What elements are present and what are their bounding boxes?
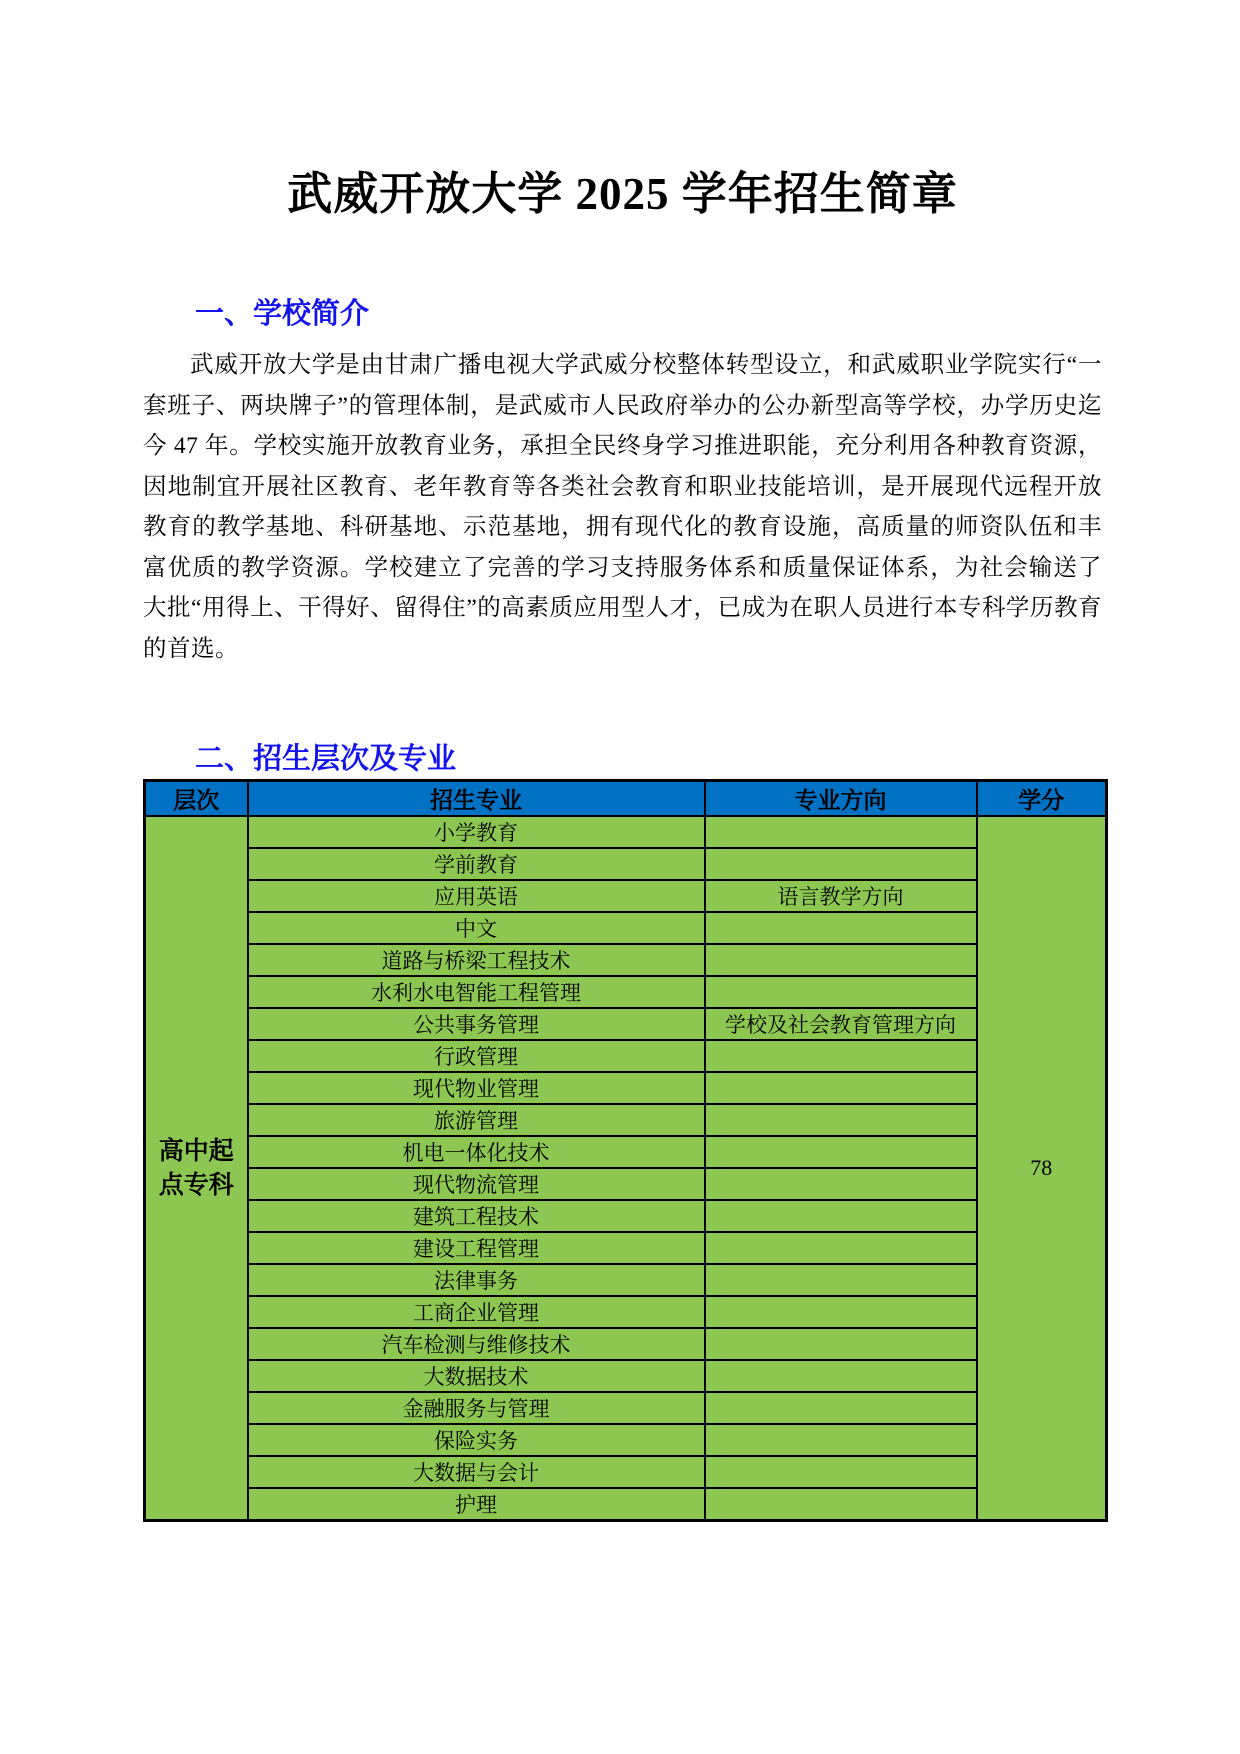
table-row [145, 1200, 1107, 1232]
direction-cell [705, 1200, 977, 1232]
major-cell: 机电一体化技术 [248, 1136, 705, 1168]
intro-paragraph: 武威开放大学是由甘肃广播电视大学武威分校整体转型设立，和武威职业学院实行“一套班子、两块牌子”的管理体制，是武威市人民政府举办的公办新型高等学校，办学历史迄今 47 年。学校实施开放教育业务，承担全民终身学习推进职能，充分利用各种教育资源，因地制宜开展社区教育、老年教育等各类社会教育和职业技能培训，是开展现代远程开放教育的教学基地、科研基地、示范基地，拥有现代化的教育设施，高质量的师资队伍和丰富优质的教学资源。学校建立了完善的学习支持服务体系和质量保证体系，为社会输送了大批“用得上、干得好、留得住”的高素质应用型人才，已成为在职人员进行本专科学历教育的首选。 [143, 352, 1102, 662]
direction-cell: 语言教学方向 [705, 880, 977, 912]
table-row [145, 944, 1107, 976]
major-cell: 小学教育 [248, 816, 705, 848]
table-row [145, 912, 1107, 944]
level-cell: 高中起点专科 [145, 816, 248, 1521]
major-cell: 大数据与会计 [248, 1456, 705, 1488]
majors-table [143, 779, 1108, 1522]
direction-cell [705, 1360, 977, 1392]
direction-cell [705, 912, 977, 944]
table-row [145, 848, 1107, 880]
table-row [145, 816, 1107, 848]
table-row [145, 1008, 1107, 1040]
major-cell: 旅游管理 [248, 1104, 705, 1136]
header-major: 招生专业 [248, 781, 705, 817]
section2-heading: 二、招生层次及专业 [195, 743, 457, 775]
major-cell: 金融服务与管理 [248, 1392, 705, 1424]
major-cell: 建筑工程技术 [248, 1200, 705, 1232]
major-cell: 汽车检测与维修技术 [248, 1328, 705, 1360]
major-cell: 中文 [248, 912, 705, 944]
section1-heading: 一、学校简介 [195, 298, 370, 330]
major-cell: 护理 [248, 1488, 705, 1521]
table-row [145, 1136, 1107, 1168]
major-cell: 保险实务 [248, 1424, 705, 1456]
table-row [145, 1488, 1107, 1521]
direction-cell [705, 1392, 977, 1424]
table-row [145, 1072, 1107, 1104]
direction-cell: 学校及社会教育管理方向 [705, 1008, 977, 1040]
direction-cell [705, 1456, 977, 1488]
direction-cell [705, 944, 977, 976]
table-row [145, 1296, 1107, 1328]
direction-cell [705, 1232, 977, 1264]
direction-cell [705, 816, 977, 848]
direction-cell [705, 1040, 977, 1072]
direction-cell [705, 1488, 977, 1521]
major-cell: 水利水电智能工程管理 [248, 976, 705, 1008]
direction-cell [705, 1296, 977, 1328]
direction-cell [705, 1136, 977, 1168]
header-level: 层次 [145, 781, 248, 817]
table-row [145, 1328, 1107, 1360]
credits-cell: 78 [977, 816, 1107, 1521]
document-title: 武威开放大学 2025 学年招生简章 [287, 169, 958, 219]
direction-cell [705, 1424, 977, 1456]
table-row [145, 1360, 1107, 1392]
table-row [145, 1104, 1107, 1136]
table-row [145, 1392, 1107, 1424]
table-header-row [145, 781, 1107, 817]
header-direction: 专业方向 [705, 781, 977, 817]
table-row [145, 1456, 1107, 1488]
major-cell: 道路与桥梁工程技术 [248, 944, 705, 976]
major-cell: 行政管理 [248, 1040, 705, 1072]
major-cell: 工商企业管理 [248, 1296, 705, 1328]
major-cell: 现代物流管理 [248, 1168, 705, 1200]
direction-cell [705, 1168, 977, 1200]
table-row [145, 1168, 1107, 1200]
direction-cell [705, 976, 977, 1008]
major-cell: 法律事务 [248, 1264, 705, 1296]
direction-cell [705, 1104, 977, 1136]
table-row [145, 976, 1107, 1008]
table-row [145, 1232, 1107, 1264]
major-cell: 大数据技术 [248, 1360, 705, 1392]
table-row [145, 880, 1107, 912]
direction-cell [705, 1264, 977, 1296]
direction-cell [705, 848, 977, 880]
table-row [145, 1040, 1107, 1072]
table-row [145, 1424, 1107, 1456]
major-cell: 建设工程管理 [248, 1232, 705, 1264]
major-cell: 应用英语 [248, 880, 705, 912]
direction-cell [705, 1328, 977, 1360]
major-cell: 学前教育 [248, 848, 705, 880]
direction-cell [705, 1072, 977, 1104]
header-credits: 学分 [977, 781, 1107, 817]
majors-table-body [145, 816, 1107, 1521]
major-cell: 公共事务管理 [248, 1008, 705, 1040]
major-cell: 现代物业管理 [248, 1072, 705, 1104]
table-row [145, 1264, 1107, 1296]
